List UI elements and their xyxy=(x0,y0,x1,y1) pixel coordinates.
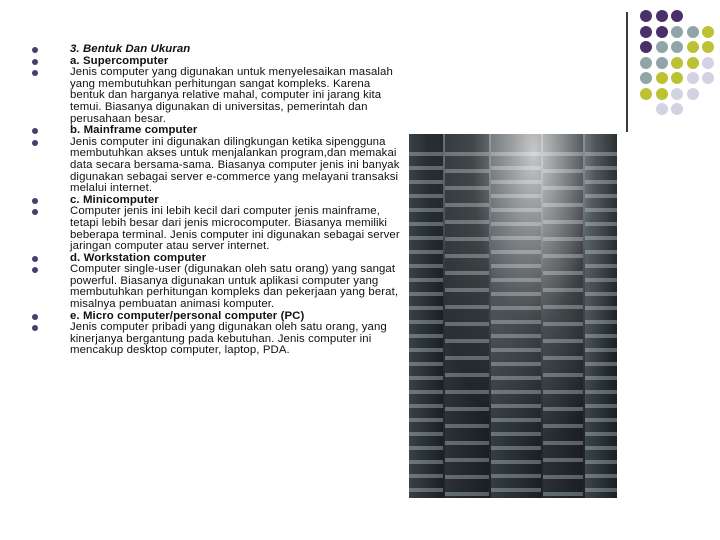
decor-dot xyxy=(656,26,668,38)
decor-dot xyxy=(671,72,683,84)
decor-dot xyxy=(687,72,699,84)
bullet-text: c. Minicomputer xyxy=(70,193,159,206)
bullet-icon xyxy=(32,256,38,262)
decor-dot xyxy=(702,72,714,84)
decor-dot xyxy=(671,88,683,100)
decor-dot xyxy=(671,103,683,115)
bullet-icon xyxy=(32,209,38,215)
decor-dot xyxy=(671,10,683,22)
decor-dot xyxy=(640,26,652,38)
decor-dot xyxy=(656,10,668,22)
decor-dot xyxy=(656,103,668,115)
decor-dot xyxy=(656,57,668,69)
bullet-text: Jenis computer ini digunakan dilingkungan ketika sipengguna membutuhkan akses untuk menjalankan program,dan memakai data secara bersama-sama. Biasanya computer jenis ini banyak digunakan sebagai server e-commerce yang melayani transaksi melalui internet. xyxy=(70,135,400,195)
bullet-text: Computer jenis ini lebih kecil dari computer jenis mainframe, tetapi lebih besar dari jenis microcomputer. Biasanya memiliki beberapa terminal. Jenis computer ini digunakan sebagai server jaringan computer atau server internet. xyxy=(70,205,400,253)
bullet-mainframe-desc xyxy=(30,137,402,195)
bullet-icon xyxy=(32,325,38,331)
decor-dot xyxy=(687,57,699,69)
bullet-text: d. Workstation computer xyxy=(70,251,207,264)
bullet-minicomputer-desc xyxy=(30,206,402,252)
bullet-icon xyxy=(32,267,38,273)
bullet-list xyxy=(30,44,402,357)
decor-dot xyxy=(656,88,668,100)
decor-dot xyxy=(702,57,714,69)
decor-dot xyxy=(671,41,683,53)
bullet-icon xyxy=(32,314,38,320)
bullet-pc-desc xyxy=(30,322,402,357)
bullet-text: a. Supercomputer xyxy=(70,54,169,67)
bullet-icon xyxy=(32,198,38,204)
bullet-text: 3. Bentuk Dan Ukuran xyxy=(70,43,191,55)
decor-dot xyxy=(702,26,714,38)
decor-vertical-line xyxy=(626,12,628,132)
bullet-icon xyxy=(32,47,38,53)
image-highlight xyxy=(409,134,617,498)
bullet-icon xyxy=(32,59,38,65)
decor-dot xyxy=(640,88,652,100)
bullet-text: b. Mainframe computer xyxy=(70,124,198,137)
decor-dot xyxy=(687,26,699,38)
bullet-icon xyxy=(32,128,38,134)
decor-dot xyxy=(656,72,668,84)
decor-dot xyxy=(671,26,683,38)
bullet-icon xyxy=(32,70,38,76)
server-racks-image xyxy=(409,134,617,498)
decor-dot xyxy=(640,57,652,69)
decor-dot xyxy=(640,41,652,53)
bullet-text: Computer single-user (digunakan oleh satu orang) yang sangat powerful. Biasanya digunakan untuk aplikasi computer yang membutuhkan perhitungan kompleks dan pekerjaan yang berat, misalnya pembuatan animasi komputer. xyxy=(70,263,399,311)
bullet-text: e. Micro computer/personal computer (PC) xyxy=(70,309,305,322)
decor-dot-grid xyxy=(640,10,720,120)
decor-dot xyxy=(687,88,699,100)
decor-dot xyxy=(702,41,714,53)
bullet-workstation-desc xyxy=(30,264,402,310)
bullet-text: Jenis computer yang digunakan untuk menyelesaikan masalah yang membutuhkan perhitungan sangat kompleks. Karena bentuk dan harganya relative mahal, computer ini jarang kita temui. Biasanya digunakan di universitas, pemerintah dan perusahaan besar. xyxy=(70,66,393,125)
decor-dot xyxy=(640,10,652,22)
decor-dot xyxy=(687,41,699,53)
bullet-icon xyxy=(32,140,38,146)
decor-dot xyxy=(640,72,652,84)
bullet-text: Jenis computer pribadi yang digunakan oleh satu orang, yang kinerjanya bergantung pada kebutuhan. Jenis computer ini mencakup desktop computer, laptop, PDA. xyxy=(70,321,387,357)
decor-dot xyxy=(656,41,668,53)
decor-dot xyxy=(671,57,683,69)
bullet-supercomputer-desc xyxy=(30,67,402,125)
